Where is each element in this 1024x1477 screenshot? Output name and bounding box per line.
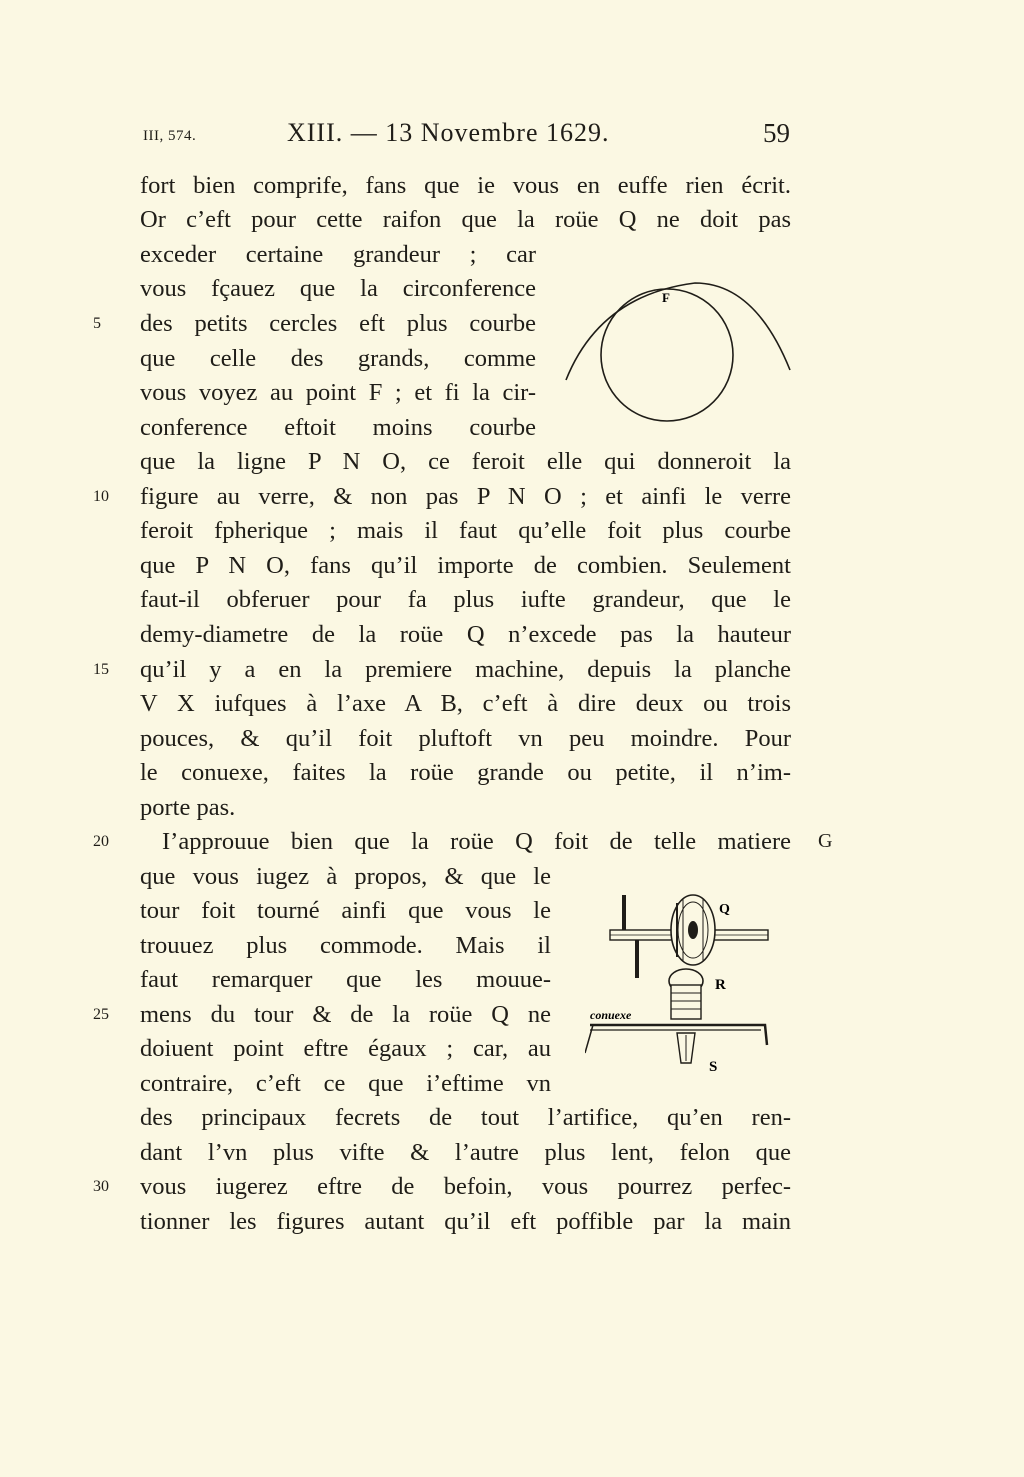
line-number: 10 xyxy=(93,488,109,505)
margin-note: G xyxy=(818,830,833,852)
lathe-wheel-figure xyxy=(585,885,795,1085)
text-line: que la ligne P N O, ce feroit elle qui donneroit la xyxy=(140,448,791,475)
text-line: exceder certaine grandeur ; car xyxy=(140,241,536,268)
text-line: faut remarquer que les mouue- xyxy=(140,966,551,993)
text-line: porte pas. xyxy=(140,794,236,821)
text-line: que P N O, fans qu’il importe de combien. Seulement xyxy=(140,552,791,579)
holder-r-label: R xyxy=(715,977,726,993)
text-line: faut-il obferuer pour fa plus iufte grandeur, que le xyxy=(140,586,791,613)
text-line: I’approuue bien que la roüe Q foit de telle matiere xyxy=(162,828,791,855)
text-line: V X iufques à l’axe A B, c’eft à dire deux ou trois xyxy=(140,690,791,717)
text-line: le conuexe, faites la roüe grande ou petite, il n’im- xyxy=(140,759,791,786)
text-line: Or c’eft pour cette raifon que la roüe Q ne doit pas xyxy=(140,206,791,233)
text-line: trouuez plus commode. Mais il xyxy=(140,932,551,959)
circle-curve-figure xyxy=(560,275,800,435)
line-number: 15 xyxy=(93,661,109,678)
text-line: feroit fpherique ; mais il faut qu’elle foit plus courbe xyxy=(140,517,791,544)
text-line: qu’il y a en la premiere machine, depuis la planche xyxy=(140,656,791,683)
volume-reference: III, 574. xyxy=(143,128,197,144)
text-line: des petits cercles eft plus courbe xyxy=(140,310,536,337)
letter-heading: XIII. — 13 Novembre 1629. xyxy=(287,118,610,147)
line-number: 20 xyxy=(93,833,109,850)
text-line: pouces, & qu’il foit pluftoft vn peu moindre. Pour xyxy=(140,725,791,752)
text-line: que vous iugez à propos, & que le xyxy=(140,863,551,890)
text-line: figure au verre, & non pas P N O ; et ainfi le verre xyxy=(140,483,791,510)
text-line: contraire, c’eft ce que i’eftime vn xyxy=(140,1070,551,1097)
point-f-label: F xyxy=(662,290,670,305)
text-line: vous iugerez eftre de befoin, vous pourrez perfec- xyxy=(140,1173,791,1200)
text-line: des principaux fecrets de tout l’artifice, qu’en ren- xyxy=(140,1104,791,1131)
text-line: conference eftoit moins courbe xyxy=(140,414,536,441)
text-line: fort bien comprife, fans que ie vous en euffe rien écrit. xyxy=(140,172,791,199)
piece-s-label: S xyxy=(709,1059,718,1075)
text-line: doiuent point eftre égaux ; car, au xyxy=(140,1035,551,1062)
wheel-q-label: Q xyxy=(719,902,730,917)
line-number: 25 xyxy=(93,1006,109,1023)
line-number: 5 xyxy=(93,315,101,332)
page-number: 59 xyxy=(763,118,790,148)
text-line: demy-diametre de la roüe Q n’excede pas la hauteur xyxy=(140,621,791,648)
line-number: 30 xyxy=(93,1178,109,1195)
text-line: vous fçauez que la circonference xyxy=(140,275,536,302)
text-line: tour foit tourné ainfi que vous le xyxy=(140,897,551,924)
text-line: que celle des grands, comme xyxy=(140,345,536,372)
text-line: vous voyez au point F ; et fi la cir- xyxy=(140,379,536,406)
text-line: dant l’vn plus vifte & l’autre plus lent, felon que xyxy=(140,1139,791,1166)
text-line: mens du tour & de la roüe Q ne xyxy=(140,1001,551,1028)
conuexe-label: conuexe xyxy=(590,1008,632,1022)
text-line: tionner les figures autant qu’il eft poffible par la main xyxy=(140,1208,791,1235)
